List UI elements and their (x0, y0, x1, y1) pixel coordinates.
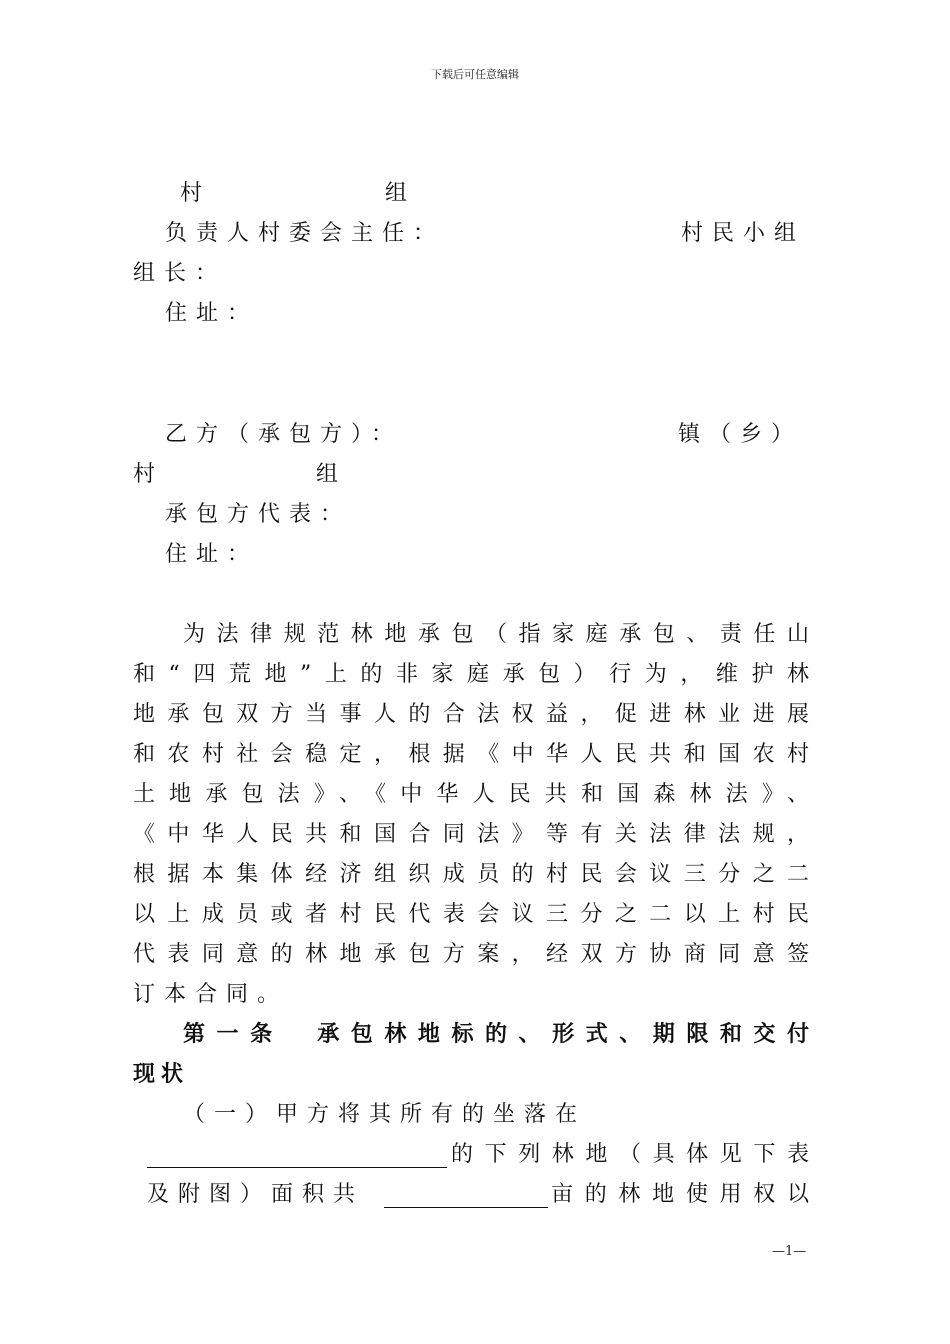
preamble-line: 和“四荒地”上的非家庭承包）行为，维护林 (133, 662, 809, 687)
party-a-group-label: 组 (385, 181, 417, 206)
party-a-leader-cont: 组长： (133, 261, 227, 286)
preamble-line: 地承包双方当事人的合法权益，促进林业进展 (133, 702, 809, 727)
party-a-village-label: 村 (180, 181, 212, 206)
header-note: 下载后可任意编辑 (431, 68, 519, 81)
clause-1-line: 及附图）面积共 (147, 1182, 365, 1207)
party-b-group-label: 组 (316, 462, 348, 487)
article-1-heading-cont: 现状 (133, 1062, 190, 1087)
clause-1-line: 的下列林地（具体见下表 (451, 1142, 809, 1167)
preamble-line: 代表同意的林地承包方案，经双方协商同意签 (133, 942, 809, 967)
preamble-line: 订本合同。 (133, 982, 289, 1007)
party-b-representative-label: 承包方代表： (165, 502, 352, 527)
party-b-town-label: 镇（乡） (678, 422, 803, 447)
preamble-line: 《中华人民共和国合同法》等有关法律法规， (133, 822, 809, 847)
preamble-line: 根据本集体经济组织成员的村民会议三分之二 (133, 862, 809, 887)
clause-1-line: 亩的林地使用权以 (551, 1182, 809, 1207)
party-a-address-label: 住址： (165, 301, 259, 326)
preamble-line: 和农村社会稳定，根据《中华人民共和国农村 (133, 742, 809, 767)
preamble-line: 为法律规范林地承包（指家庭承包、责任山 (183, 622, 809, 647)
location-blank-field[interactable] (147, 1139, 447, 1168)
party-a-leader-label: 负责人村委会主任： (165, 221, 445, 246)
party-b-address-label: 住址： (165, 542, 259, 567)
party-a-group-leader-label: 村民小组 (681, 221, 806, 246)
article-1-heading: 第一条 承包林地标的、形式、期限和交付 (183, 1022, 809, 1047)
page-number: —1— (772, 1244, 807, 1259)
area-blank-field[interactable] (384, 1179, 548, 1208)
party-b-title: 乙方（承包方）： (165, 422, 403, 447)
party-b-village-label: 村 (133, 462, 165, 487)
preamble-line: 土地承包法》、《中华人民共和国森林法》、 (133, 782, 809, 807)
preamble-line: 以上成员或者村民代表会议三分之二以上村民 (133, 902, 809, 927)
clause-1-line: （一）甲方将其所有的坐落在 (183, 1102, 587, 1127)
